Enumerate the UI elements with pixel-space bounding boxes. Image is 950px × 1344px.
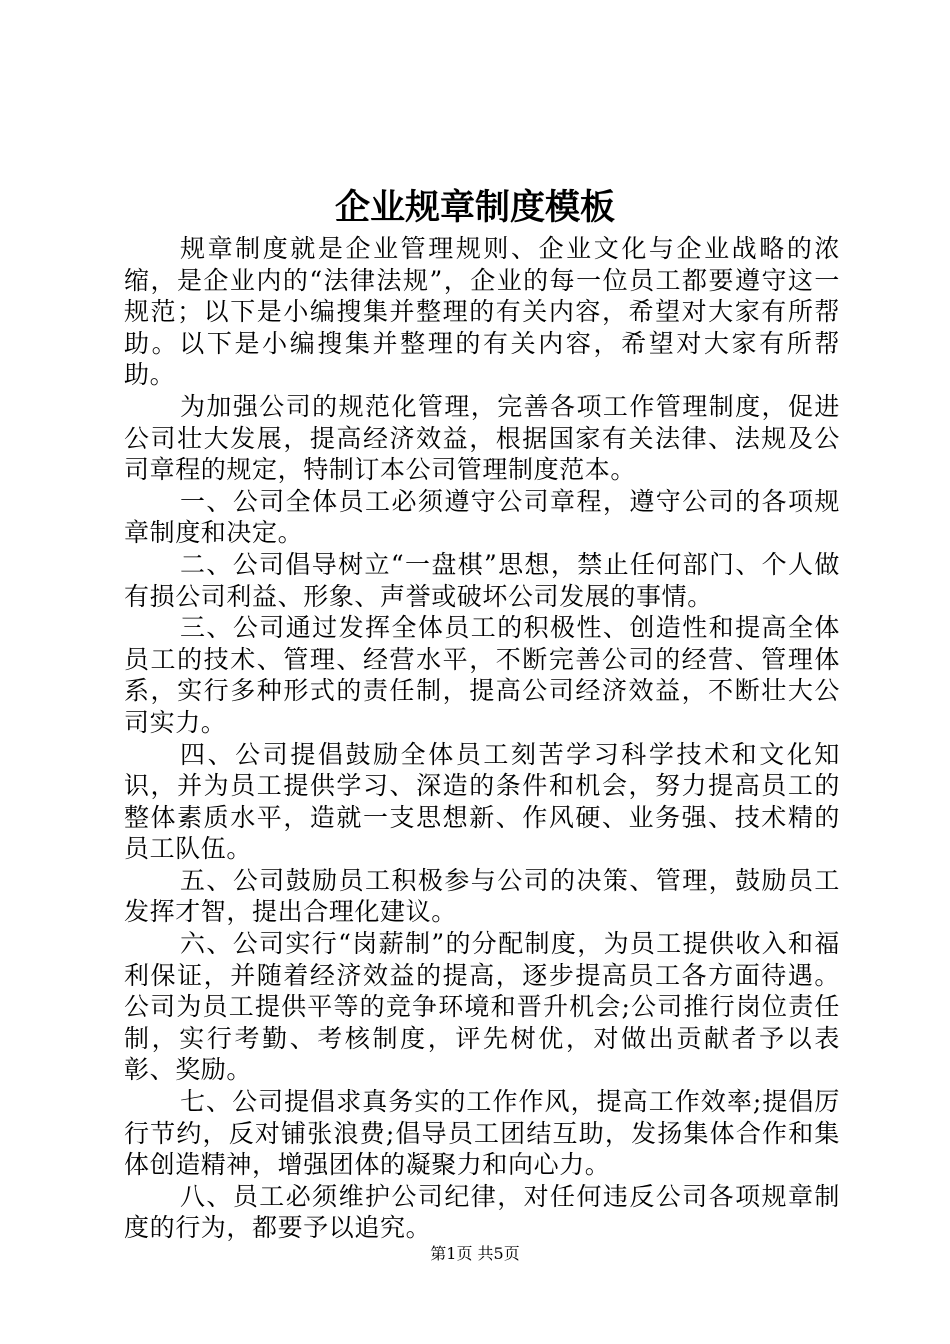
document-title: 企业规章制度模板 [334, 187, 615, 228]
document-body [124, 233, 840, 1244]
paragraph-rule-8: 八、员工必须维护公司纪律，对任何违反公司各项规章制度的行为，都要予以追究。 [124, 1181, 840, 1243]
paragraph-rule-6: 六、公司实行“岗薪制”的分配制度，为员工提供收入和福利保证，并随着经济效益的提高，逐步提高员工各方面待遇。公司为员工提供平等的竞争环境和晋升机会;公司推行岗位责任制，实行考勤、考核制度，评先树优，对做出贡献者予以表彰、奖励。 [124, 929, 840, 1085]
paragraph-rule-2: 二、公司倡导树立“一盘棋”思想，禁止任何部门、个人做有损公司利益、形象、声誉或破坏公司发展的事情。 [124, 549, 840, 611]
paragraph-rule-5: 五、公司鼓励员工积极参与公司的决策、管理，鼓励员工发挥才智，提出合理化建议。 [124, 865, 840, 927]
paragraph-purpose: 为加强公司的规范化管理，完善各项工作管理制度，促进公司壮大发展，提高经济效益，根据国家有关法律、法规及公司章程的规定，特制订本公司管理制度范本。 [124, 391, 840, 485]
paragraph-rule-3: 三、公司通过发挥全体员工的积极性、创造性和提高全体员工的技术、管理、经营水平，不断完善公司的经营、管理体系，实行多种形式的责任制，提高公司经济效益，不断壮大公司实力。 [124, 613, 840, 737]
paragraph-intro: 规章制度就是企业管理规则、企业文化与企业战略的浓缩，是企业内的“法律法规”，企业的每一位员工都要遵守这一规范；以下是小编搜集并整理的有关内容，希望对大家有所帮助。以下是小编搜集并整理的有关内容，希望对大家有所帮助。 [124, 234, 840, 390]
paragraph-rule-7: 七、公司提倡求真务实的工作作风，提高工作效率;提倡厉行节约，反对铺张浪费;倡导员工团结互助，发扬集体合作和集体创造精神，增强团体的凝聚力和向心力。 [124, 1087, 840, 1180]
page-number-footer: 第1页 共5页 [430, 1244, 520, 1263]
paragraph-rule-1: 一、公司全体员工必须遵守公司章程，遵守公司的各项规章制度和决定。 [124, 486, 840, 548]
paragraph-rule-4: 四、公司提倡鼓励全体员工刻苦学习科学技术和文化知识，并为员工提供学习、深造的条件和机会，努力提高员工的整体素质水平，造就一支思想新、作风硬、业务强、技术精的员工队伍。 [124, 739, 840, 864]
